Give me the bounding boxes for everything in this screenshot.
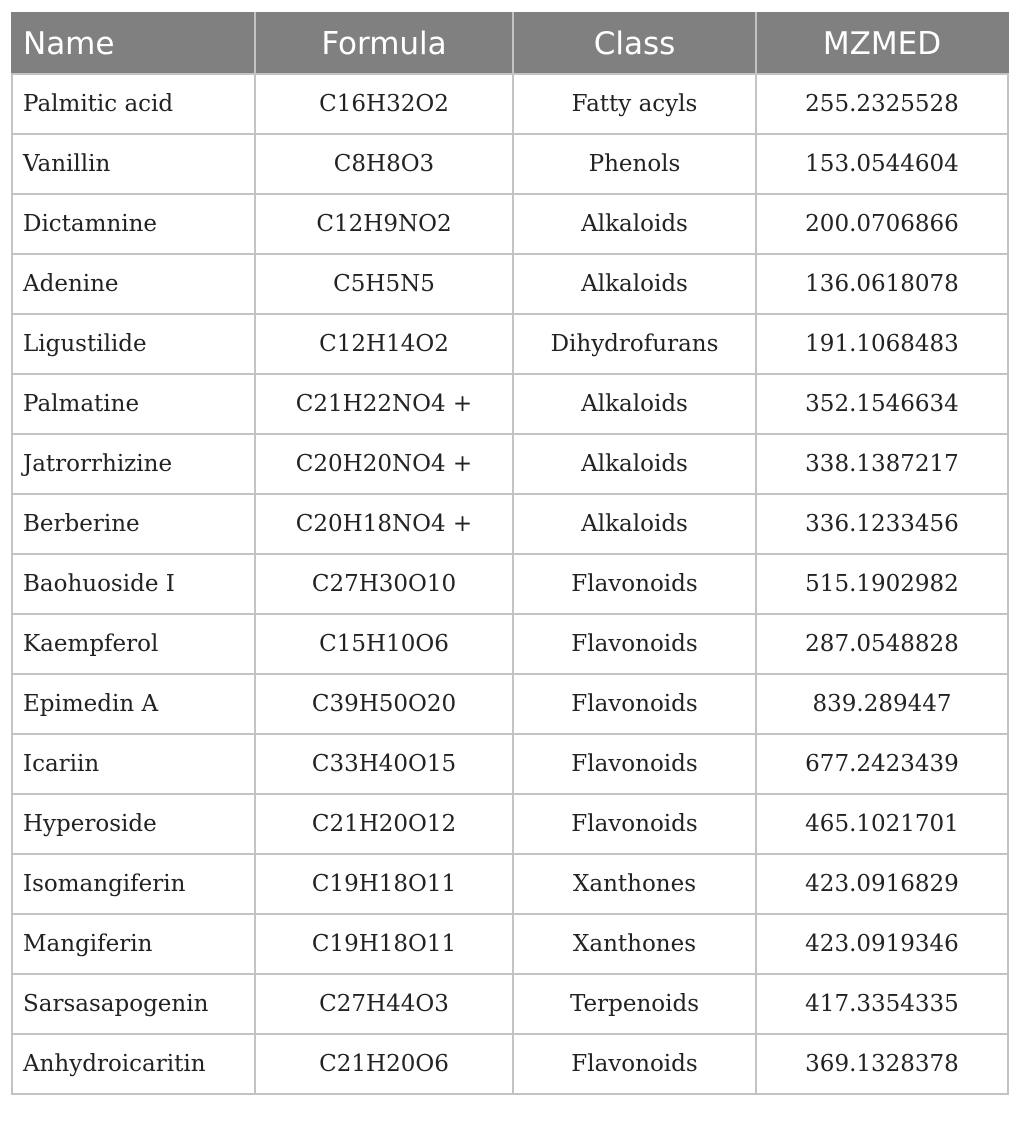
cell-name: Ligustilide <box>12 314 255 374</box>
cell-formula: C16H32O2 <box>255 74 513 134</box>
table-row <box>12 614 1008 674</box>
cell-formula: C15H10O6 <box>255 614 513 674</box>
cell-mzmed: 336.1233456 <box>756 494 1008 554</box>
cell-class: Flavonoids <box>513 794 756 854</box>
cell-mzmed: 465.1021701 <box>756 794 1008 854</box>
cell-mzmed: 255.2325528 <box>756 74 1008 134</box>
table-row <box>12 1034 1008 1094</box>
cell-mzmed: 287.0548828 <box>756 614 1008 674</box>
cell-name: Berberine <box>12 494 255 554</box>
table-row <box>12 914 1008 974</box>
cell-formula: C19H18O11 <box>255 914 513 974</box>
table-row <box>12 74 1008 134</box>
cell-formula: C27H44O3 <box>255 974 513 1034</box>
cell-formula: C27H30O10 <box>255 554 513 614</box>
compound-table <box>11 12 1009 1095</box>
cell-formula: C20H18NO4 + <box>255 494 513 554</box>
cell-name: Palmitic acid <box>12 74 255 134</box>
cell-class: Xanthones <box>513 854 756 914</box>
cell-name: Epimedin A <box>12 674 255 734</box>
cell-class: Xanthones <box>513 914 756 974</box>
cell-class: Fatty acyls <box>513 74 756 134</box>
header-name: Name <box>12 13 255 74</box>
cell-mzmed: 338.1387217 <box>756 434 1008 494</box>
cell-formula: C33H40O15 <box>255 734 513 794</box>
table-row <box>12 134 1008 194</box>
cell-mzmed: 191.1068483 <box>756 314 1008 374</box>
cell-class: Flavonoids <box>513 734 756 794</box>
table-row <box>12 434 1008 494</box>
cell-formula: C21H20O6 <box>255 1034 513 1094</box>
cell-formula: C12H9NO2 <box>255 194 513 254</box>
table-row <box>12 494 1008 554</box>
cell-name: Anhydroicaritin <box>12 1034 255 1094</box>
cell-class: Flavonoids <box>513 554 756 614</box>
table-row <box>12 734 1008 794</box>
table-row <box>12 674 1008 734</box>
cell-mzmed: 136.0618078 <box>756 254 1008 314</box>
cell-name: Jatrorrhizine <box>12 434 255 494</box>
table-row <box>12 254 1008 314</box>
cell-name: Icariin <box>12 734 255 794</box>
header-mzmed: MZMED <box>756 13 1008 74</box>
table-row <box>12 974 1008 1034</box>
cell-class: Flavonoids <box>513 674 756 734</box>
cell-formula: C21H22NO4 + <box>255 374 513 434</box>
cell-name: Hyperoside <box>12 794 255 854</box>
table-row <box>12 554 1008 614</box>
cell-name: Isomangiferin <box>12 854 255 914</box>
table-row <box>12 194 1008 254</box>
table-header-row <box>12 13 1008 74</box>
table-row <box>12 314 1008 374</box>
cell-formula: C39H50O20 <box>255 674 513 734</box>
cell-formula: C5H5N5 <box>255 254 513 314</box>
cell-name: Kaempferol <box>12 614 255 674</box>
cell-mzmed: 839.289447 <box>756 674 1008 734</box>
cell-name: Vanillin <box>12 134 255 194</box>
header-class: Class <box>513 13 756 74</box>
table-body <box>12 74 1008 1094</box>
cell-mzmed: 153.0544604 <box>756 134 1008 194</box>
table-row <box>12 854 1008 914</box>
cell-mzmed: 423.0916829 <box>756 854 1008 914</box>
cell-mzmed: 677.2423439 <box>756 734 1008 794</box>
cell-class: Terpenoids <box>513 974 756 1034</box>
cell-mzmed: 369.1328378 <box>756 1034 1008 1094</box>
cell-name: Sarsasapogenin <box>12 974 255 1034</box>
cell-formula: C21H20O12 <box>255 794 513 854</box>
cell-formula: C8H8O3 <box>255 134 513 194</box>
cell-formula: C12H14O2 <box>255 314 513 374</box>
cell-class: Alkaloids <box>513 494 756 554</box>
cell-class: Alkaloids <box>513 194 756 254</box>
cell-mzmed: 423.0919346 <box>756 914 1008 974</box>
cell-class: Dihydrofurans <box>513 314 756 374</box>
cell-mzmed: 200.0706866 <box>756 194 1008 254</box>
cell-mzmed: 352.1546634 <box>756 374 1008 434</box>
cell-mzmed: 417.3354335 <box>756 974 1008 1034</box>
cell-name: Mangiferin <box>12 914 255 974</box>
cell-class: Phenols <box>513 134 756 194</box>
table-row <box>12 794 1008 854</box>
cell-name: Dictamnine <box>12 194 255 254</box>
cell-formula: C19H18O11 <box>255 854 513 914</box>
cell-class: Alkaloids <box>513 434 756 494</box>
cell-class: Alkaloids <box>513 254 756 314</box>
cell-class: Flavonoids <box>513 614 756 674</box>
cell-class: Alkaloids <box>513 374 756 434</box>
cell-name: Palmatine <box>12 374 255 434</box>
cell-mzmed: 515.1902982 <box>756 554 1008 614</box>
header-formula: Formula <box>255 13 513 74</box>
cell-class: Flavonoids <box>513 1034 756 1094</box>
cell-name: Baohuoside I <box>12 554 255 614</box>
cell-name: Adenine <box>12 254 255 314</box>
cell-formula: C20H20NO4 + <box>255 434 513 494</box>
table-row <box>12 374 1008 434</box>
